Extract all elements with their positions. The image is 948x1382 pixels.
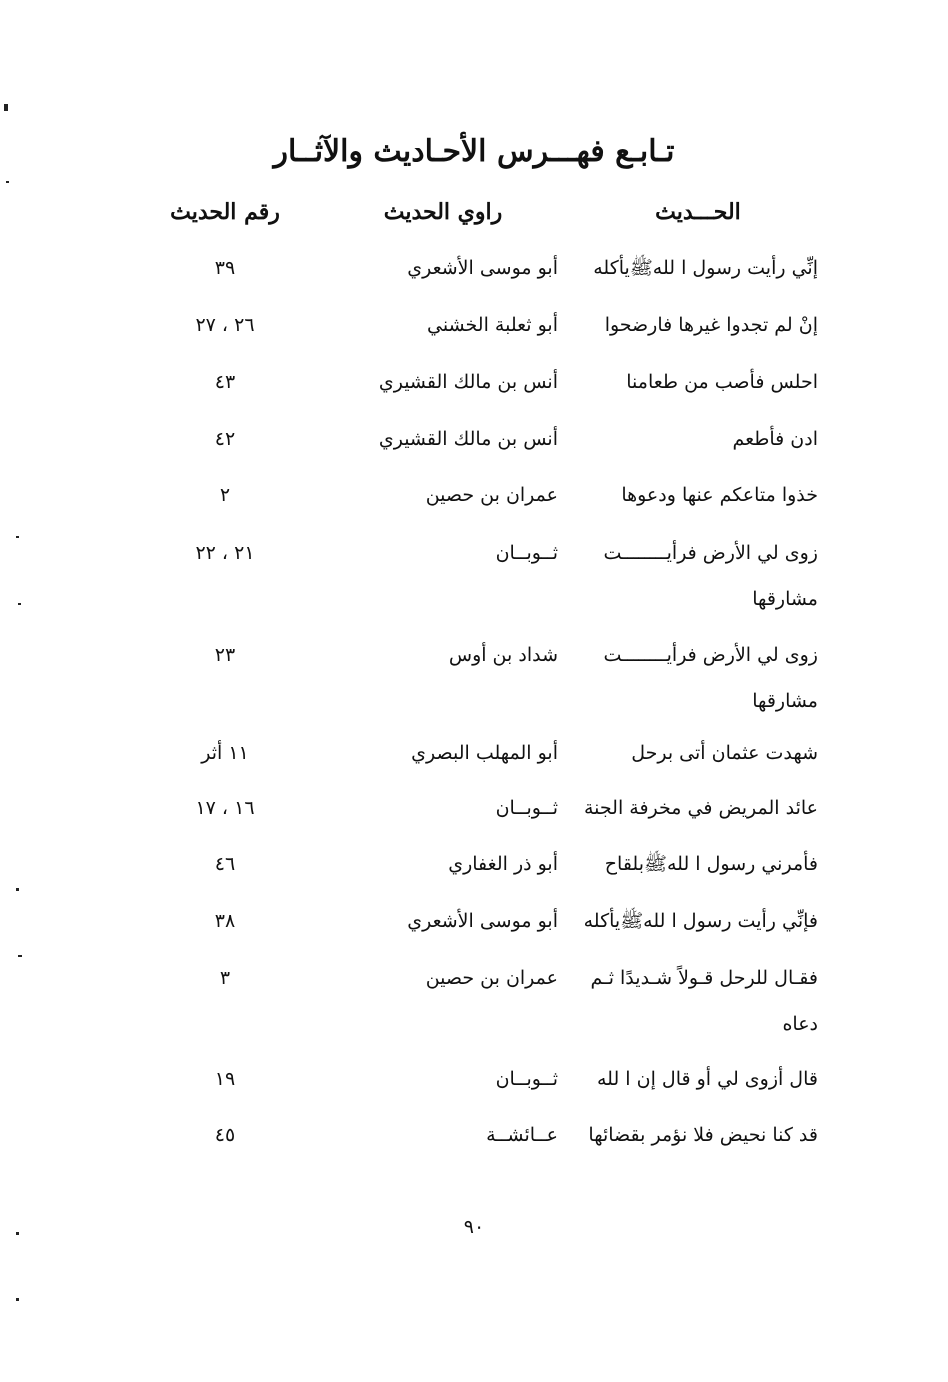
table-row-number: ١٦ ، ١٧ (195, 797, 255, 819)
table-row-number: ٢٦ ، ٢٧ (195, 314, 255, 336)
table-row-narrator: أبو ذر الغفاري (448, 853, 558, 875)
table-row-hadith: زوى لي الأرض فرأيــــــــت مشارقها (603, 644, 818, 712)
table-row-number: ٣ (219, 967, 231, 989)
table-row-narrator: ثــوبــان (495, 797, 558, 819)
column-header-number: رقم الحديث (170, 199, 280, 225)
table-row-narrator: أبو موسى الأشعري (407, 910, 558, 932)
table-row-narrator: عمران بن حصين (425, 967, 558, 989)
table-row-narrator: ثــوبــان (495, 1068, 558, 1090)
scan-speck (4, 104, 8, 111)
table-row-hadith: شهدت عثمان أتى برحل (631, 742, 818, 764)
table-row-hadith: فقـال للرحل قـولاً شـديدًا ثـم دعاه (590, 967, 818, 1035)
scan-speck (16, 1232, 19, 1235)
table-row-narrator: ثــوبــان (495, 542, 558, 564)
page-number: ٩٠ (463, 1216, 485, 1238)
scan-speck (18, 603, 21, 605)
table-row-narrator: أبو موسى الأشعري (407, 257, 558, 279)
table-row-number: ٢ (219, 484, 231, 506)
table-row-number: ٣٩ (214, 257, 236, 279)
table-row-hadith: زوى لي الأرض فرأيــــــــت مشارقها (603, 542, 818, 610)
table-row-hadith: إنِّي رأيت رسول ا للهﷺيأكله (593, 257, 818, 279)
table-row-narrator: أبو ثعلبة الخشني (427, 314, 558, 336)
scan-speck (16, 536, 19, 538)
column-header-narrator: راوي الحديث (383, 199, 503, 225)
table-row-hadith: قد كنا نحيض فلا نؤمر بقضائها (588, 1124, 818, 1146)
scan-speck (16, 888, 19, 891)
scan-speck (6, 181, 9, 183)
table-row-number: ٤٢ (214, 428, 236, 450)
table-row-number: ١٩ (214, 1068, 236, 1090)
table-row-narrator: عمران بن حصين (425, 484, 558, 506)
column-header-hadith: الحـــديث (655, 199, 741, 225)
table-row-hadith: إنْ لم تجدوا غيرها فارضحوا (604, 314, 818, 336)
table-row-number: ٤٣ (214, 371, 236, 393)
table-row-hadith: فإنِّي رأيت رسول ا للهﷺيأكله (583, 910, 818, 932)
page-title: تـابـع فهـــرس الأحـاديث والآثــار (273, 134, 675, 169)
table-row-hadith: قال أزوى لي أو قال إن ا لله (597, 1068, 818, 1090)
scan-speck (18, 955, 22, 957)
table-row-number: ٣٨ (214, 910, 236, 932)
table-row-number: ٢١ ، ٢٢ (195, 542, 255, 564)
table-row-narrator: أبو المهلب البصري (411, 742, 558, 764)
table-row-hadith: فأمرني رسول ا للهﷺبلقاح (604, 853, 818, 875)
table-row-number: ٢٣ (214, 644, 236, 666)
table-row-hadith: عائد المريض في مخرفة الجنة (583, 797, 818, 819)
table-row-hadith: احلس فأصب من طعامنا (626, 371, 818, 393)
table-row-narrator: شداد بن أوس (448, 644, 558, 666)
table-row-hadith: خذوا متاعكم عنها ودعوها (621, 484, 818, 506)
table-row-narrator: أنس بن مالك القشيري (378, 428, 558, 450)
table-row-number: ٤٦ (214, 853, 236, 875)
table-row-narrator: أنس بن مالك القشيري (378, 371, 558, 393)
table-row-number: ١١ أثر (201, 742, 249, 764)
scan-speck (16, 1298, 19, 1301)
table-row-hadith: ادن فأطعم (732, 428, 818, 450)
table-row-number: ٤٥ (214, 1124, 236, 1146)
table-row-narrator: عــائشــة (486, 1124, 558, 1146)
